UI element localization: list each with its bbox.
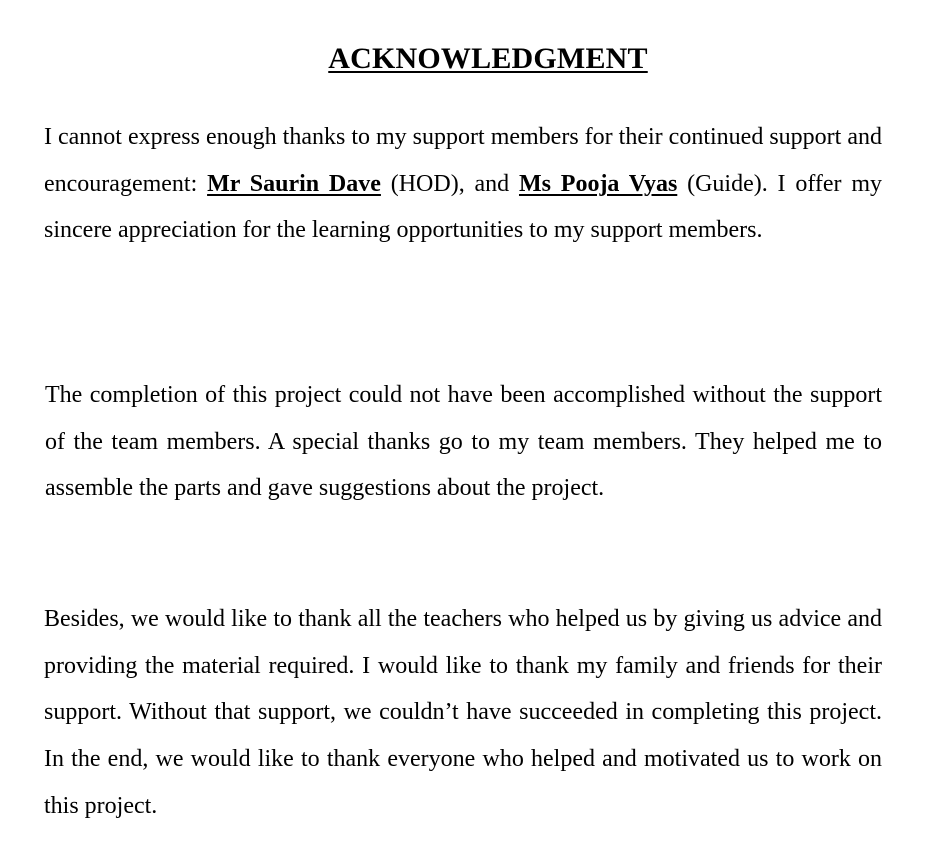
paragraph-support-members: [44, 114, 882, 254]
name-hod: Mr Saurin Dave: [207, 170, 381, 197]
paragraph-1-text-a: I cannot express enough thanks to my support members for their continued support and encouragement:: [44, 124, 882, 197]
paragraph-1-text-c: (Guide). I offer my sincere appreciation for the learning opportunities to my support members.: [44, 170, 883, 244]
paragraph-teachers-family: Besides, we would like to thank all the teachers who helped us by giving us advice and providing the material required. I would like to thank my family and friends for their support. Without that support, we couldn’t have succeeded in completing this project. In the end, we would like to thank everyone who helped and motivated us to work on this project.: [44, 606, 882, 819]
paragraph-1-text-b: (HOD), and: [380, 170, 519, 197]
name-guide: Ms Pooja Vyas: [518, 170, 678, 197]
paragraph-team-members: The completion of this project could not have been accomplished without the support of the team members. A special thanks go to my team members. They helped me to assemble the parts and gave suggestions about the project.: [45, 382, 882, 502]
page-title: ACKNOWLEDGMENT: [328, 42, 648, 75]
